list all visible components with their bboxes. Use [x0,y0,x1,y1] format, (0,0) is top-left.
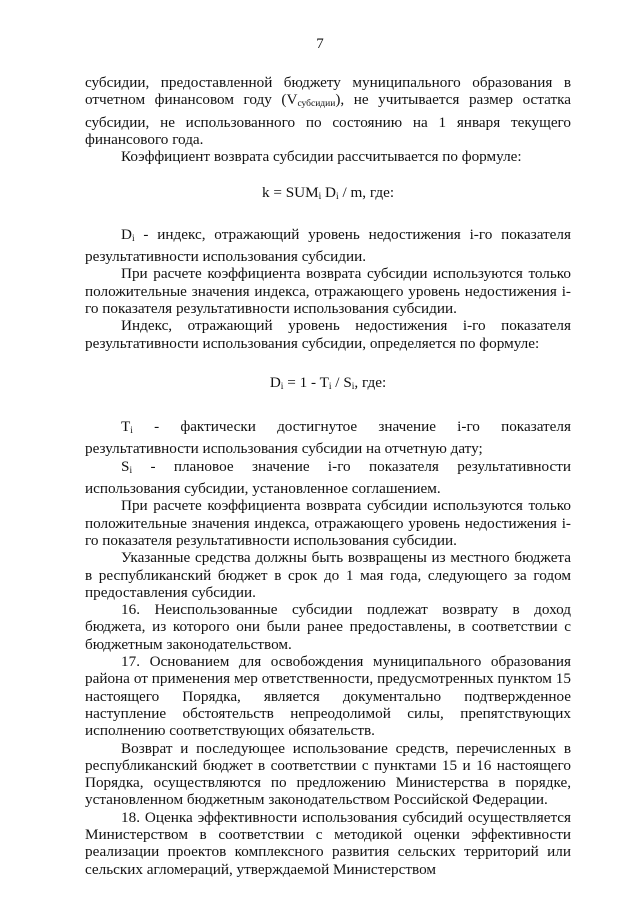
paragraph-return-deadline: Указанные средства должны быть возвращены из местного бюджета в республиканский бюджет в срок до 1 мая года, следующего за годом предоставления субсидии. [85,549,571,601]
paragraph-positive-values: При расчете коэффициента возврата субсидии используются только положительные значения индекса, отражающего уровень недостижения i-го показателя результативности использования субсидии. [85,265,571,317]
paragraph-coefficient-intro: Коэффициент возврата субсидии рассчитывается по формуле: [121,148,522,166]
definition-si-line1: $S_i$ - плановое значение i-го показателя результативности [121,457,571,476]
definition-ti-line1: $T_i$ - фактически достигнутое значение i-го показателя [121,418,571,437]
paragraph-item-17: 17. Основанием для освобождения муниципального образования района от применения мер ответственности, предусмотренных пунктом 15 настоящего Порядка, является документально подтвержденное наступление обстоятельств непреодолимой силы, препятствующих исполнению соответствующих обязательств. [85,653,571,740]
paragraph-subsidy-remainder: субсидии, предоставленной бюджету муниципального образования в отчетном финансовом году $(V_{субсидии})$, не учитывается размер остатка субсидии, не использованного по состоянию на 1 января текущего финансового года. [85,74,571,148]
formula-index: $D_i = 1 - T_i / S_i$, где: [269,373,387,392]
definition-ti-line2: результативности использования субсидии на отчетную дату; [85,440,483,458]
definition-si-line2: использования субсидии, установленное соглашением. [85,480,441,498]
formula-return-coefficient: $k = SUM_i$ $D_i$ / m, где: [261,184,395,203]
paragraph-item-18: 18. Оценка эффективности использования субсидий осуществляется Министерством в соответствии с методикой оценки эффективности реализации проектов комплексного развития сельских территорий или сельских агломераций, утверждаемой Министерством [85,808,571,878]
paragraph-index-formula-intro: Индекс, отражающий уровень недостижения i-го показателя результативности использования субсидии, определяется по формуле: [85,317,571,352]
paragraph-positive-values-2: При расчете коэффициента возврата субсидии используются только положительные значения индекса, отражающего уровень недостижения i-го показателя результативности использования субсидии. [85,497,571,549]
paragraph-item-16: 16. Неиспользованные субсидии подлежат возврату в доход бюджета, из которого они были ранее предоставлены, в соответствии с бюджетным законодательством. [85,601,571,653]
document-body [85,74,571,878]
paragraph-index-definition: $D_i$ - индекс, отражающий уровень недостижения i-го показателя результативности использования субсидии. [85,225,571,266]
page-number: 7 [316,36,324,52]
paragraph-return-usage: Возврат и последующее использование средств, перечисленных в республиканский бюджет в соответствии с пунктами 15 и 16 настоящего Порядка, осуществляются по предложению Министерства в порядке, установленном бюджетным законодательством Российской Федерации. [85,739,571,809]
